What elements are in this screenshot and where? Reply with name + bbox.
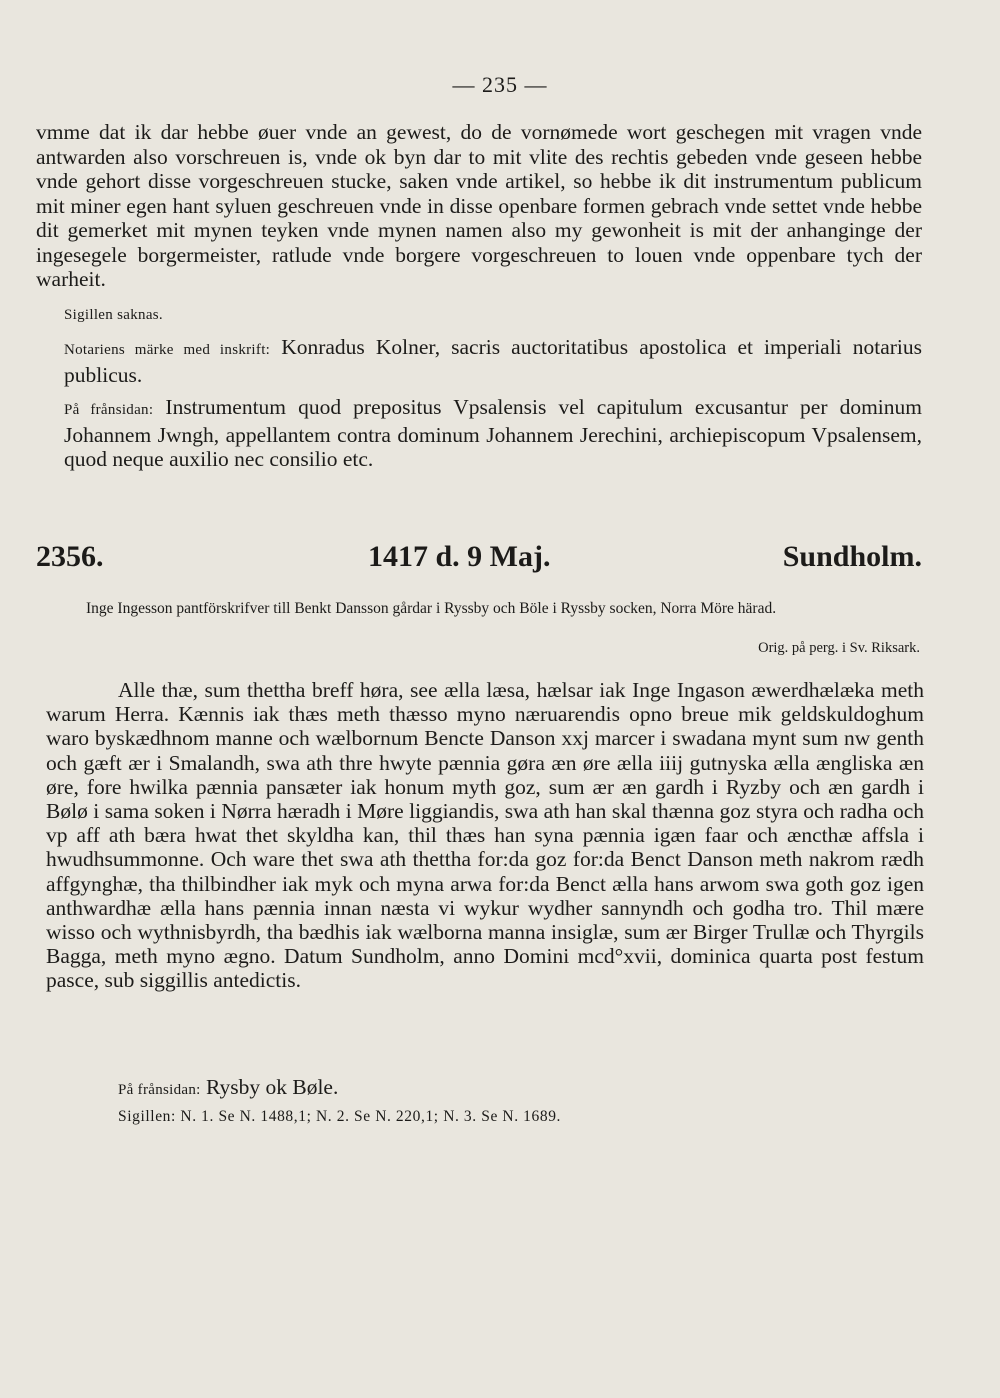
charter-text [46, 678, 924, 993]
notary-text: Konradus Kolner, sacris auctoritatibus apostolica et imperiali notarius publicus. [64, 335, 922, 387]
page-number: — 235 — [452, 72, 548, 97]
verso-label: På frånsidan: [64, 402, 154, 418]
seals-missing-text: Sigillen saknas. [64, 306, 163, 323]
notary-label: Notariens märke med inskrift: [64, 342, 271, 358]
summary-text: Inge Ingesson pantförskrifver till Benkt Dansson gårdar i Ryssby och Böle i Ryssby socken, Norra Möre härad. [86, 600, 777, 617]
seals-reference: Sigillen: N. 1. Se N. 1488,1; N. 2. Se N. 220,1; N. 3. Se N. 1689. [118, 1108, 562, 1125]
entry-verso-text: Rysby ok Bøle. [206, 1075, 339, 1099]
verso-text: Instrumentum quod prepositus Vpsalensis vel capitulum excusantur per dominum Johannem Jwngh, appellantem contra dominum Johannem Jerechini, archiepiscopum Vpsalensem, quod neque auxilio nec consilio etc. [64, 395, 922, 471]
entry-verso-note [118, 1075, 338, 1100]
entry-heading [36, 540, 922, 580]
entry-number: 2356. [36, 540, 104, 573]
verso-note [36, 395, 922, 472]
charter-body: Alle thæ, sum thettha breff høra, see ælla læsa, hælsar iak Inge Ingason æwerdhælæka meth warum Herra. Kænnis iak thæs meth thæsso myno næruarendis opno breue mik geldskuldoghum waro byskædhnom manne och wælbornum Bencte Danson xxj marcer i swadana mynt sum nw genth och gæft ær i Smalandh, swa ath thre hwyte pænnia gøra æn øre ælla iiij gutnyska ælla ængliska æn øre, fore hwilka pænnia pansæter iak honum myth goz, sum ær æn gardh i Ryzby och æn gardh i Bølø i sama soken i Nørra hæradh i Møre liggiandis, swa ath han skal thænna goz styra och radha och vp aff ath bæra hwat thet skyldha kan, thil thæs han syna pænnia igæn faar och æncthæ affsla i hwudhsummonne. Och ware thet swa ath thettha for:da goz for:da Benct Danson meth nakrom rædh affgynghæ, tha thilbindher iak myk och myna arwa for:da Benct ælla hans arwom swa goth goz igen anthwardhæ ælla hans pænnia innan næsta vi wykur wydher sannyndh och godha tro. Thil mære wisso och wythnisbyrdh, tha bædhis iak wælborna manna insiglæ, sum ær Birger Trullæ och Thyrgils Bagga, meth myno ægno. Datum Sundholm, anno Domini mcd°xvii, dominica quarta post festum pasce, sub siggillis antedictis. [46, 678, 924, 993]
previous-entry-continuation [36, 120, 922, 472]
entry-summary [36, 598, 922, 620]
entry-date: 1417 d. 9 Maj. [368, 540, 551, 573]
source-reference: Orig. på perg. i Sv. Riksark. [758, 640, 920, 656]
entry-verso-label: På frånsidan: [118, 1082, 201, 1098]
entry-place: Sundholm. [782, 540, 922, 573]
seals-missing-note [36, 300, 922, 328]
continuation-paragraph: vmme dat ik dar hebbe øuer vnde an gewest, do de vornømede wort geschegen mit vragen vnde antwarden also vorschreuen is, vnde ok byn dar to mit vlite des rechtis gebeden vnde geseen hebbe vnde gehort disse vorgeschreuen stucke, saken vnde artikel, so hebbe ik dit instrumentum publicum mit miner egen hant syluen geschreuen vnde in disse openbare formen gebrach vnde settet vnde hebbe dit gemerket mit mynen teyken vnde mynen namen also my gewonheit is mit der anhanginge der ingesegele borgermeister, ratlude vnde borgere vorgeschreuen to louen vnde oppenbare tych der warheit. [36, 120, 922, 291]
notary-note [36, 335, 922, 387]
